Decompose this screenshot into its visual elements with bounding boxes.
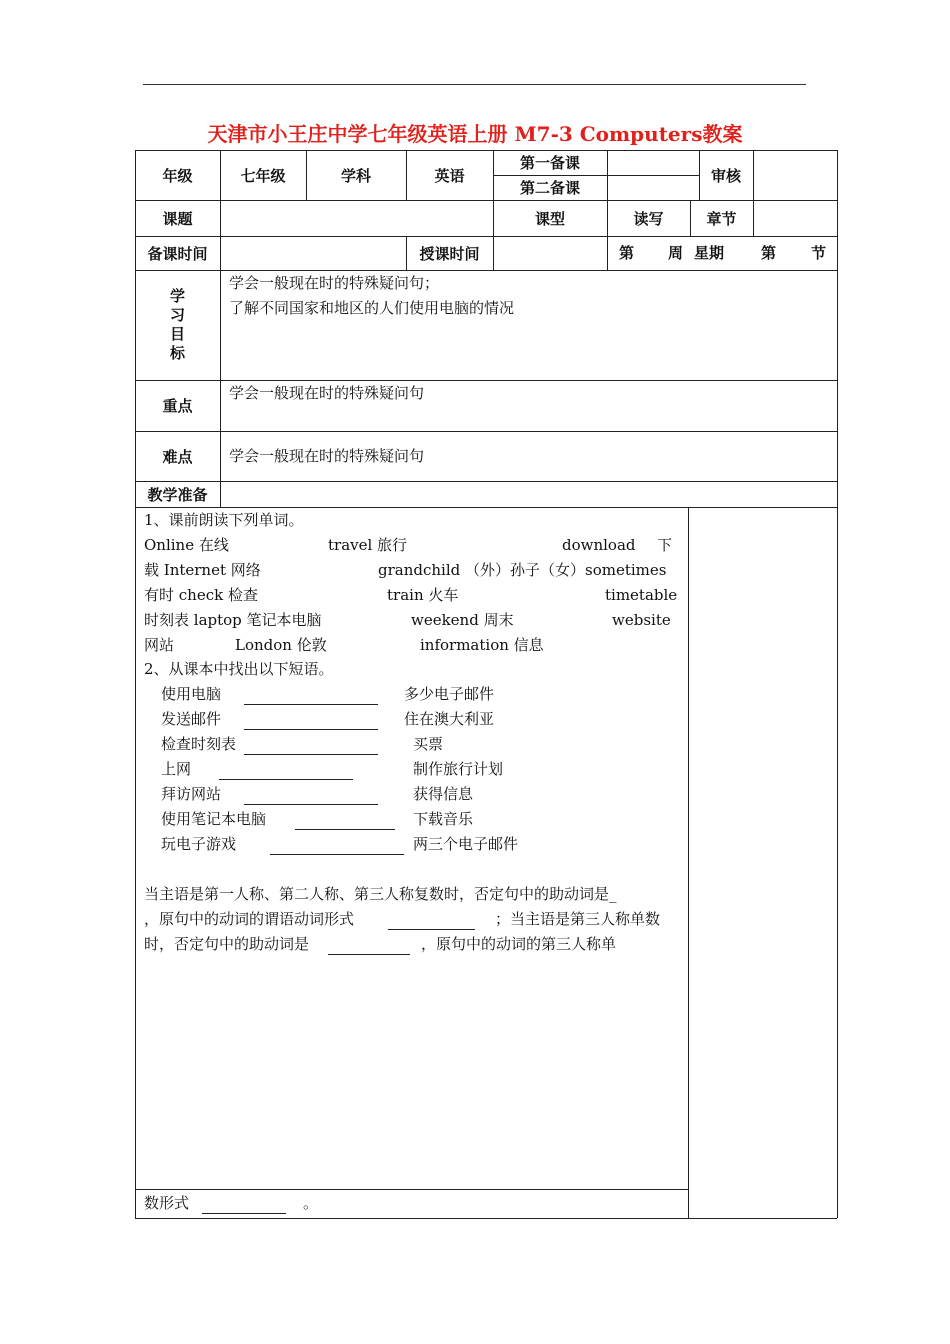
vocab-item: travel 旅行 (328, 536, 408, 554)
phrase-item: 发送邮件 (161, 710, 222, 728)
grid-line (135, 481, 837, 482)
vocab-item: information 信息 (420, 636, 544, 654)
teach-time-label: 授课时间 (419, 244, 480, 263)
phrase-item: 买票 (413, 735, 444, 753)
answer-blank[interactable] (202, 1199, 286, 1214)
task-1-title: 1、课前朗读下列单词。 (144, 511, 304, 529)
difficulty-label: 难点 (162, 447, 193, 466)
objective-line-1: 学会一般现在时的特殊疑问句； (229, 274, 440, 292)
grammar-line-2a: ，原句中的动词的谓语动词形式 (144, 910, 355, 928)
phrase-item: 多少电子邮件 (404, 685, 495, 703)
grid-line (220, 150, 221, 507)
vocab-item: download 下 (562, 536, 672, 554)
grade-label: 年级 (162, 166, 193, 185)
answer-blank[interactable] (244, 690, 378, 705)
review-label: 审核 (710, 166, 741, 185)
grid-line (135, 431, 837, 432)
footer-text-b: 。 (303, 1194, 319, 1212)
header-rule (143, 84, 806, 85)
grammar-line-3b: ，原句中的动词的第三人称单 (421, 935, 617, 953)
lesson-type-label: 课型 (534, 209, 565, 228)
footer-text-a: 数形式 (144, 1194, 190, 1212)
answer-blank[interactable] (295, 815, 395, 830)
schedule-section: 节 (811, 244, 827, 262)
grammar-line-2b: ；当主语是第三人称单数 (495, 910, 661, 928)
first-prep-label: 第一备课 (519, 154, 580, 172)
vocab-item: 载 Internet 网络 (144, 561, 261, 579)
lesson-type-value: 读写 (633, 209, 664, 228)
vocab-item: train 火车 (387, 586, 459, 604)
vocab-item: Online 在线 (144, 536, 229, 554)
answer-blank[interactable] (388, 915, 475, 930)
answer-blank[interactable] (244, 715, 378, 730)
schedule-week: 周 (668, 244, 684, 262)
grammar-line-1: 当主语是第一人称、第二人称、第三人称复数时，否定句中的助动词是_ (144, 885, 617, 903)
grid-line (607, 150, 608, 200)
vocab-item: weekend 周末 (411, 611, 514, 629)
grid-line (753, 150, 754, 236)
schedule-di-2: 第 (761, 244, 777, 262)
prep-time-label: 备课时间 (147, 244, 208, 263)
phrase-item: 制作旅行计划 (413, 760, 504, 778)
vocab-item: 网站 (144, 636, 175, 654)
grammar-line-3a: 时，否定句中的助动词是 (144, 935, 310, 953)
objective-line-2: 了解不同国家和地区的人们使用电脑的情况 (229, 299, 515, 317)
schedule-weekday: 星期 (694, 244, 725, 262)
answer-blank[interactable] (244, 790, 378, 805)
grade-value: 七年级 (240, 166, 286, 185)
vocab-item: timetable (605, 586, 678, 604)
phrase-item: 获得信息 (413, 785, 474, 803)
phrase-item: 使用笔记本电脑 (161, 810, 267, 828)
subject-label: 学科 (340, 166, 371, 185)
phrase-item: 拜访网站 (161, 785, 222, 803)
key-point-label: 重点 (162, 397, 193, 415)
grid-line (607, 236, 608, 270)
phrase-item: 两三个电子邮件 (413, 835, 519, 853)
phrase-item: 玩电子游戏 (161, 835, 237, 853)
phrase-item: 下载音乐 (413, 810, 474, 828)
answer-blank[interactable] (328, 940, 410, 955)
phrase-item: 住在澳大利亚 (404, 710, 495, 728)
subject-value: 英语 (434, 166, 465, 185)
preparation-label: 教学准备 (147, 485, 208, 504)
grid-line (135, 1189, 688, 1190)
answer-blank[interactable] (270, 840, 404, 855)
answer-blank[interactable] (219, 765, 353, 780)
chapter-label: 章节 (706, 209, 737, 228)
document-title: 天津市小王庄中学七年级英语上册 M7-3 Computers教案 (207, 122, 743, 146)
grid-line (837, 150, 838, 1218)
phrase-item: 使用电脑 (161, 685, 222, 703)
topic-label: 课题 (162, 209, 193, 228)
key-point-value: 学会一般现在时的特殊疑问句 (229, 384, 425, 402)
vocab-item: website (612, 611, 671, 629)
vocab-item: 时刻表 laptop 笔记本电脑 (144, 611, 322, 629)
schedule-di: 第 (619, 244, 635, 262)
grid-line (135, 1218, 837, 1219)
objectives-label: 学习目标 (169, 287, 185, 362)
difficulty-value: 学会一般现在时的特殊疑问句 (229, 447, 425, 465)
vocab-item: London 伦敦 (235, 636, 327, 654)
phrase-item: 检查时刻表 (161, 735, 237, 753)
grid-line (688, 507, 689, 1218)
phrase-item: 上网 (161, 760, 192, 778)
vocab-item: 有时 check 检查 (144, 586, 258, 604)
task-2-title: 2、从课本中找出以下短语。 (144, 660, 334, 678)
second-prep-label: 第二备课 (519, 179, 580, 197)
answer-blank[interactable] (244, 740, 378, 755)
vocab-item: grandchild （外）孙子（女）sometimes (378, 561, 667, 579)
